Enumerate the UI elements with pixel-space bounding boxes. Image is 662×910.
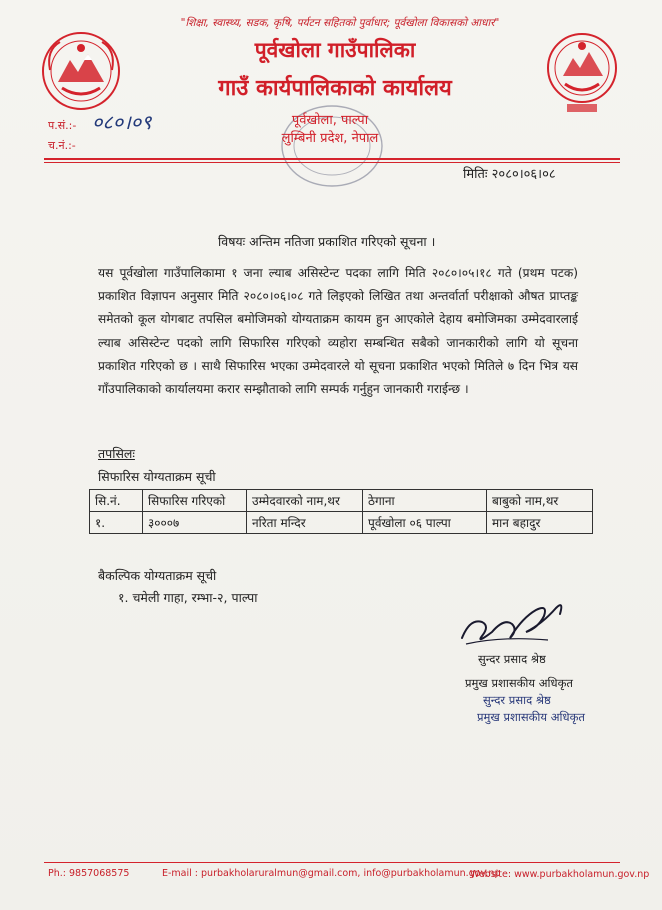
- signatory-role: प्रमुख प्रशासकीय अधिकृत: [465, 676, 573, 690]
- alternate-list-item: १. चमेली गाहा, रम्भा-२, पाल्पा: [118, 590, 258, 605]
- table-header: सि.नं.: [90, 490, 143, 512]
- alternate-list-title: बैकल्पिक योग्यताक्रम सूची: [98, 568, 217, 583]
- table-cell: १.: [90, 512, 143, 534]
- organization-name: पूर्वखोला गाउँपालिका: [254, 38, 416, 62]
- table-cell: ३०००७: [143, 512, 247, 534]
- footer-phone: Ph.: 9857068575: [48, 868, 130, 879]
- reference-number-value: ०८०।०९: [92, 110, 152, 134]
- table-header: सिफारिस गरिएको: [143, 490, 247, 512]
- recommended-list-title: सिफारिस योग्यताक्रम सूची: [98, 469, 216, 484]
- table-cell: मान बहादुर: [487, 512, 593, 534]
- table-header: ठेगाना: [363, 490, 487, 512]
- dispatch-number-label: च.नं.:-: [48, 139, 76, 152]
- table-header: उम्मेदवारको नाम,थर: [247, 490, 363, 512]
- footer-website: Website: www.purbakholamun.gov.np: [470, 869, 650, 880]
- table-cell: पूर्वखोला ०६ पाल्पा: [363, 512, 487, 534]
- office-name: गाउँ कार्यपालिकाको कार्यालय: [218, 76, 452, 101]
- municipality-logo-icon: [545, 24, 620, 120]
- seal-role: प्रमुख प्रशासकीय अधिकृत: [477, 710, 585, 724]
- letter-date: मितिः २०८०।०६।०८: [463, 167, 556, 182]
- address-line-1: पूर्वखोला, पाल्पा: [291, 113, 369, 128]
- letter-body: यस पूर्वखोला गाउँपालिकामा १ जना ल्याब असिस्टेन्ट पदका लागि मिति २०८०।०५।१८ गते (प्रथम पटक) प्रकाशित विज्ञापन अनुसार मिति २०८०।०६।०८ गते लिइएको लिखित तथा अन्तर्वार्ता परीक्षाको औषत प्राप्तङ्क समेतको कूल योगबाट तपसिल बमोजिमको योग्यताक्रम कायम हुन आएकोले देहाय बमोजिमका उम्मेदवारलाई ल्याब असिस्टेन्ट पदको लागि सिफारिस गरिएको व्यहोरा सम्बन्धित सबैको जानकारीको लागि यो सूचना प्रकाशित गरिएको छ । साथै सिफारिस भएका उम्मेदवारले यो सूचना प्रकाशित भएको मितिले ७ दिन भित्र यस गाँउपालिकाको कार्यालयमा करार सम्झौताको लागि सम्पर्क गर्नुहुन जानकारी गराईन्छ ।: [98, 266, 578, 397]
- address-line-2: लुम्बिनी प्रदेश, नेपाल: [281, 131, 379, 146]
- letter-subject: विषयः अन्तिम नतिजा प्रकाशित गरिएको सूचना ।: [218, 234, 436, 249]
- details-heading: तपसिलः: [98, 446, 135, 461]
- table-row: [90, 512, 593, 534]
- signatory-name: सुन्दर प्रसाद श्रेष्ठ: [478, 652, 546, 666]
- footer-email: E-mail : purbakholaruralmun@gmail.com, info@purbakholamun.gov.np: [162, 868, 501, 879]
- handwritten-signature-icon: [452, 588, 572, 650]
- footer-divider: [44, 862, 620, 863]
- reference-number-label: प.सं.:-: [48, 119, 77, 132]
- header-divider-thin: [44, 162, 620, 163]
- table-header-row: [90, 490, 593, 512]
- table-cell: नरिता मन्दिर: [247, 512, 363, 534]
- recommendation-table: [89, 489, 593, 534]
- motto: "शिक्षा, स्वास्थ्य, सडक, कृषि, पर्यटन सहितको पुर्वाधार; पूर्वखोला विकासको आधार": [180, 17, 500, 29]
- seal-name: सुन्दर प्रसाद श्रेष्ठ: [483, 693, 551, 707]
- header-divider: [44, 158, 620, 160]
- table-header: बाबुको नाम,थर: [487, 490, 593, 512]
- nepal-emblem-icon: [40, 30, 122, 112]
